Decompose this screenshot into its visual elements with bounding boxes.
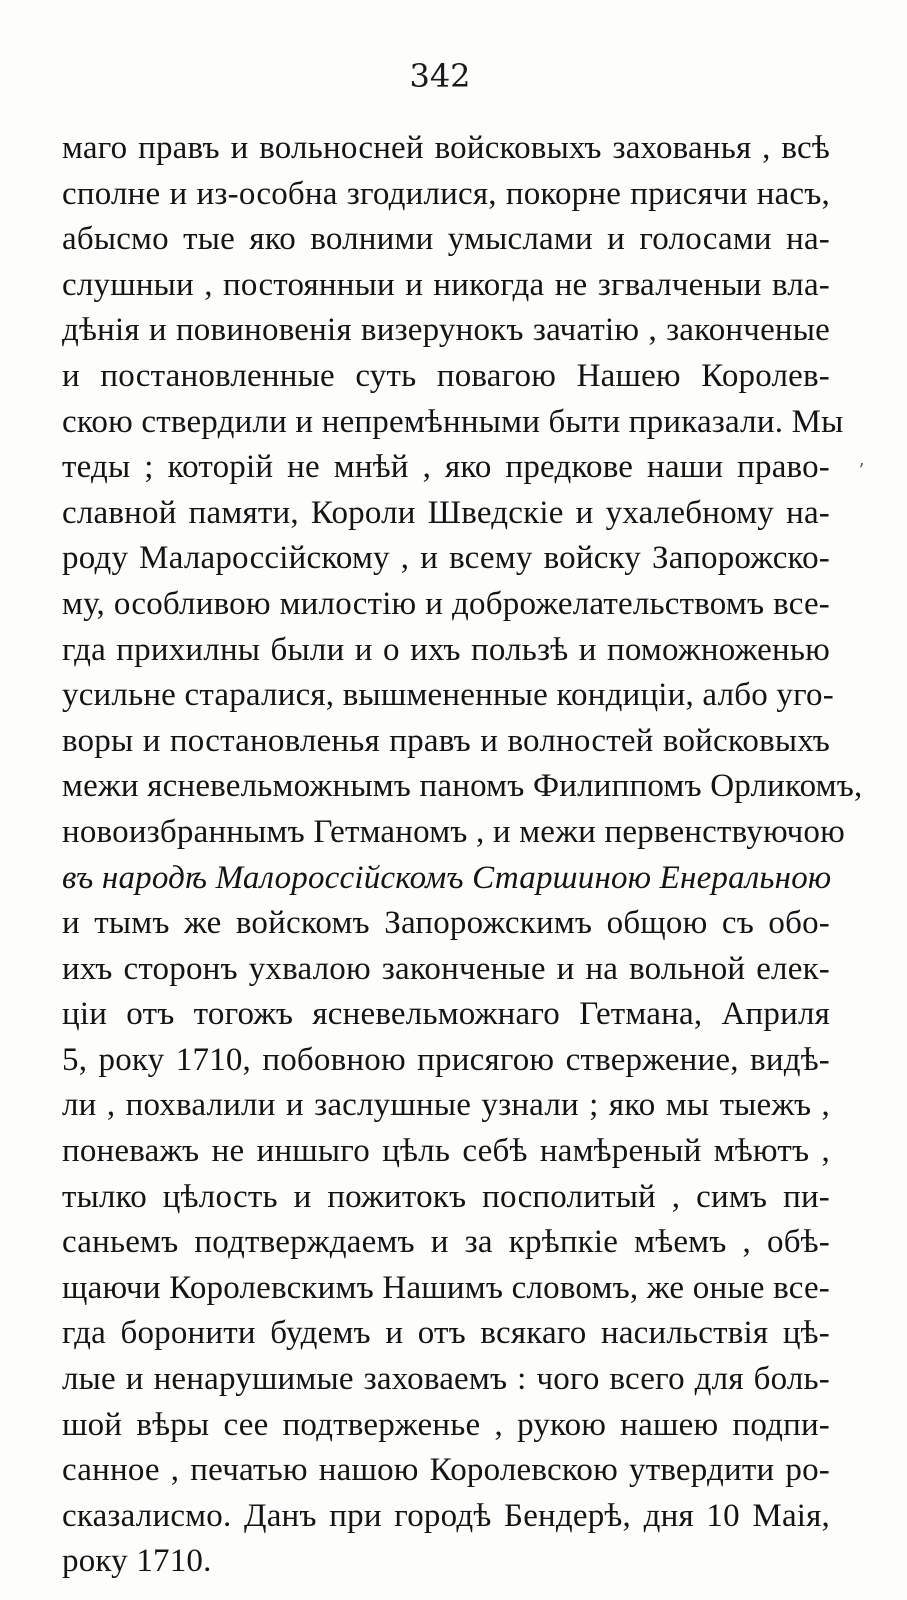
text-line: теды ; которій не мнѣй , яко предкове наши право- <box>62 449 830 486</box>
text-line: ихъ сторонъ ухвалою законченые и на вольной елек- <box>62 950 830 987</box>
text-line: воры и постановленья правъ и волностей войсковыхъ <box>62 722 830 759</box>
text-line: скою ствердили и непремѣнными быти приказали. Мы <box>62 403 844 440</box>
text-line: и постановленные суть повагою Нашею Королев- <box>62 357 830 394</box>
text-line: ли , похвалили и заслушные узнали ; яко мы тыежъ , <box>62 1087 830 1124</box>
margin-mark: ʼ <box>858 460 864 481</box>
text-line: сполне и из-особна згодилися, покорне присячи насъ, <box>62 175 830 212</box>
text-line: лые и ненарушимые заховаемъ : чого всего для боль- <box>62 1361 830 1398</box>
text-line: ціи отъ тогожъ ясневельможнаго Гетмана, Априля <box>62 996 830 1033</box>
text-line: межи ясневельможнымъ паномъ Филиппомъ Орликомъ, <box>62 768 863 805</box>
text-line: роду Малароссійскому , и всему войску Запорожско- <box>62 540 830 577</box>
text-line: санное , печатью нашою Королевскою утвердити ро- <box>62 1452 830 1489</box>
text-line: и тымъ же войскомъ Запорожскимъ общою съ обо- <box>62 905 830 942</box>
text-line: тылко цѣлость и пожитокъ посполитый , симъ пи- <box>62 1178 830 1215</box>
text-line: му, особливою милостію и доброжелательствомъ все- <box>62 585 830 622</box>
text-line: сказалисмо. Данъ при городѣ Бендерѣ, дня 10 Маія, <box>62 1497 830 1534</box>
text-line: саньемъ подтверждаемъ и за крѣпкіе мѣемъ , обѣ- <box>62 1224 830 1261</box>
body-text <box>62 126 863 1585</box>
text-line: маго правъ и вольносней войсковыхъ захованья , всѣ <box>62 130 830 166</box>
text-line-italic: въ народѣ Малороссійскомъ Старшиною Енеральною <box>62 859 832 896</box>
text-line: славной памяти, Короли Шведскіе и ухалебному на- <box>62 494 830 531</box>
page-number: 342 <box>409 57 471 95</box>
text-line: усильне старалися, вышмененные кондиціи, албо уго- <box>62 677 834 714</box>
text-line: абысмо тые яко волними умыслами и голосами на- <box>62 221 830 258</box>
text-line: слушныи , постоянныи и никогда не згвалченыи вла- <box>62 266 830 303</box>
text-line: шой вѣры сее подтверженье , рукою нашею подпи- <box>62 1406 830 1443</box>
text-line: новоизбраннымъ Гетманомъ , и межи первенствуючою <box>62 813 845 850</box>
text-line: поневажъ не иншыго цѣль себѣ намѣреный мѣютъ , <box>62 1133 830 1170</box>
text-line: 5, року 1710, побовною присягою ствержение, видѣ- <box>62 1041 830 1078</box>
text-line: щаючи Королевскимъ Нашимъ словомъ, же оные все- <box>62 1269 830 1306</box>
text-line: гда прихилны были и о ихъ пользѣ и поможноженью <box>62 631 830 668</box>
text-line: дѣнія и повиновенія визерунокъ зачатію , законченые <box>62 312 830 349</box>
text-line-last: року 1710. <box>62 1543 212 1580</box>
text-line: гда боронити будемъ и отъ всякаго насильствія цѣ- <box>62 1315 830 1352</box>
